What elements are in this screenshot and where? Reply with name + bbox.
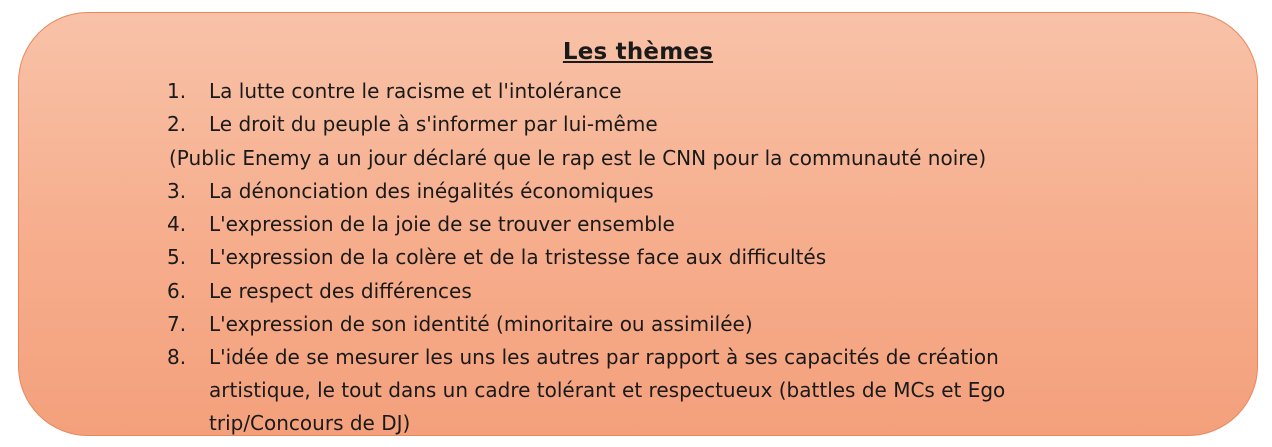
note-text: (Public Enemy a un jour déclaré que le rap est le CNN pour la communauté noire): [169, 146, 987, 170]
item-text-line-1: L'idée de se mesurer les uns les autres par rapport à ses capacités de création: [209, 345, 999, 369]
item-number: 2.: [167, 112, 187, 136]
item-number: 7.: [167, 312, 187, 336]
item-number: 8.: [167, 345, 187, 369]
themes-title: Les thèmes: [562, 39, 714, 65]
item-text: L'expression de son identité (minoritaire ou assimilée): [209, 312, 753, 336]
item-text-line-2: artistique, le tout dans un cadre tolérant et respectueux (battles de MCs et Ego: [209, 378, 1006, 402]
item-number: 3.: [167, 179, 187, 203]
themes-box: [18, 12, 1258, 436]
item-text: L'expression de la colère et de la tristesse face aux difficultés: [209, 245, 827, 269]
item-text: Le droit du peuple à s'informer par lui-même: [209, 112, 658, 136]
item-text: L'expression de la joie de se trouver ensemble: [209, 212, 675, 236]
item-number: 1.: [167, 79, 187, 103]
item-number: 6.: [167, 279, 187, 303]
item-text: La dénonciation des inégalités économiques: [209, 179, 654, 203]
item-text: Le respect des différences: [209, 279, 472, 303]
item-number: 4.: [167, 212, 187, 236]
item-number: 5.: [167, 245, 187, 269]
item-text: La lutte contre le racisme et l'intolérance: [209, 79, 622, 103]
item-text-line-3: trip/Concours de DJ): [209, 411, 411, 435]
